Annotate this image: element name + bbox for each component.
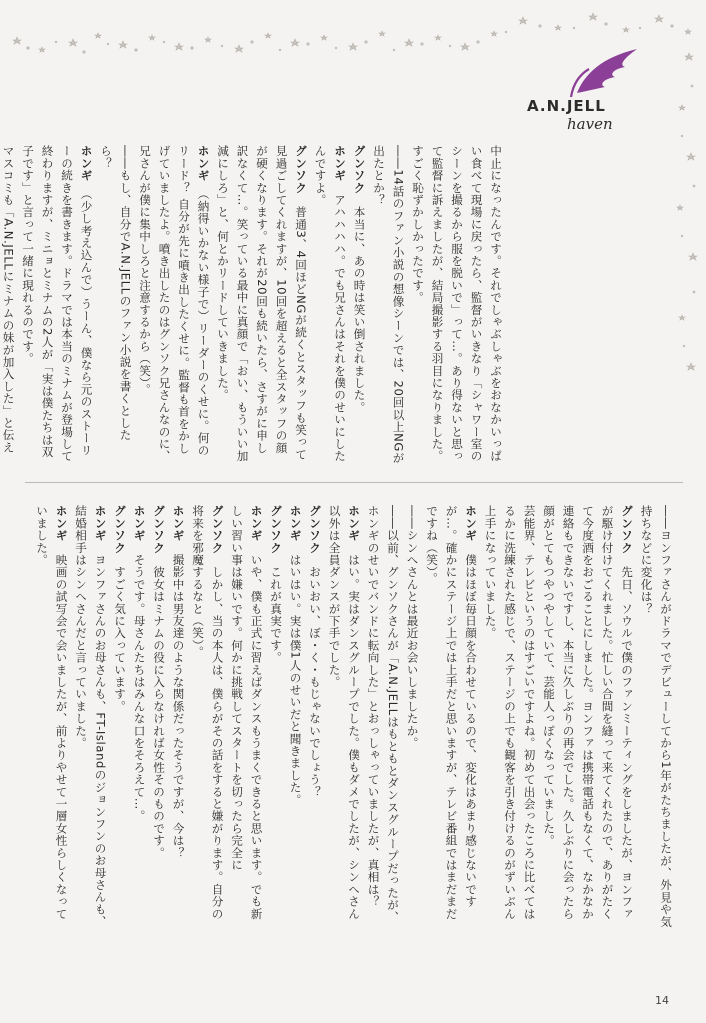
paragraph [324, 505, 363, 930]
paragraph [110, 505, 130, 930]
logo [505, 45, 665, 135]
paragraph [71, 505, 110, 930]
paragraph [32, 505, 71, 930]
speaker-name: ホンギ [132, 505, 147, 554]
upper-article-column [1, 145, 505, 465]
paragraph-text: おいおい、ぼ・く・もじゃないでしょう？ [308, 566, 322, 798]
paragraph-text: 先日、ソウルで僕のファンミーティングをしましたが、ヨンファが駆け付けてくれました。忙しい合間を縫って来てくれたので、ありがたくて今度酒をおごることにしました。ヨンファは携帯電話もなくて、なかなか連絡もできないですし、本当に久しぶりの再会でした。久しぶりに会ったら顔がとてもつやつやしていて、芸能人っぽくなっていました。 [542, 505, 634, 920]
speaker-name: ホンギ [249, 505, 264, 554]
paragraph [539, 505, 637, 930]
paragraph-text: 普通3、4回ほどNGが続くとスタッフも笑って見過ごしてくれますが、10回を超えると全スタッフの顔が硬くなります。それが20回も続いたら、さすがに申し訳なくて…。笑っている最中に真顔で「おい、もういい加減にしろ」と、何とかリードしていきました。 [216, 145, 308, 463]
star-border-right-decoration [666, 0, 706, 400]
paragraph [266, 505, 286, 930]
logo-title: A.N.JELL [527, 97, 606, 115]
paragraph-text: マスコミも「A.N.JELLにミナムの妹が加入した」と伝え [1, 145, 16, 454]
paragraph-text: 彼女はミナムの役に入らなければ女性そのものです。 [152, 566, 166, 859]
paragraph-text: 中止になったんです。それでしゃぶしゃぶをおなかいっぱい食べて現場に戻ったら、監督がいきなり「シャワー室のシーンを撮るから服を脱いで」って…。あり得ないと思って監督に訴えましたが、結局撮影する羽目になりました。すごく恥ずかしかったです。 [411, 145, 503, 463]
paragraph-text: いや、僕も正式に習えばダンスもうまくできると思います。でも新しい習い事は嫌いです。何かに挑戦してスタートを切ったら完全に [230, 505, 264, 920]
paragraph-text: 映画の試写会で会いましたが、前よりやせて一層女性らしくなっていました。 [35, 505, 69, 920]
paragraph [135, 145, 213, 465]
paragraph [636, 505, 675, 930]
speaker-name: グンソク [113, 505, 127, 566]
paragraph-text: ――ヨンファさんがドラマでデビューしてから1年がたちましたが、外見や気持ちなどに変化は？ [639, 505, 673, 928]
paragraph [422, 505, 481, 930]
speaker-name: ホンギ [171, 505, 186, 554]
lower-article-column [33, 505, 675, 930]
paragraph-text: これが真実です。 [269, 566, 283, 664]
paragraph [0, 145, 18, 465]
paragraph-text: 芸能界、テレビというのはすごいですよね。初めて出会ったころに比べてはるかに洗練された感じで、ステージの上でも観客を引き付けるのがずいぶん上手になっていました。 [483, 505, 537, 920]
speaker-name: グンソク [294, 145, 308, 206]
paragraph [408, 145, 506, 465]
speaker-name: グンソク [210, 505, 225, 566]
divider-rule [25, 482, 683, 483]
paragraph [285, 505, 305, 930]
speaker-name: ホンギ [93, 505, 108, 554]
paragraph-text: ヨンファさんのお母さんも、FT-Islandのジョンフンのお母さんも、結婚相手はシンへさんだと言っていました。 [74, 505, 108, 928]
paragraph [96, 145, 135, 465]
paragraph-text: すごく気に入っています。 [113, 566, 127, 713]
speaker-name: グンソク [620, 505, 634, 566]
paragraph-text: （少し考え込んで）うーん、僕なら元のストーリーの続きを書きます。ドラマでは本当のミナムが登場して終わりますが、ミニョとミナムの2人が「実は僕たちは双子です」と言って一緒に現れるのです。 [21, 145, 94, 463]
paragraph [168, 505, 188, 930]
paragraph [305, 505, 325, 930]
paragraph-text: アハハハハ。でも兄さんはそれを僕のせいにしたんですよ。 [313, 145, 347, 463]
paragraph [227, 505, 266, 930]
speaker-name: ホンギ [288, 505, 303, 554]
speaker-name: ホンギ [79, 145, 94, 194]
paragraph [213, 145, 311, 465]
paragraph [129, 505, 149, 930]
paragraph [349, 145, 369, 465]
paragraph-text: 撮影中は男友達のような関係だったそうですが、今は？ [171, 553, 186, 859]
angel-wing-icon [565, 45, 645, 100]
speaker-name: ホンギ [333, 145, 347, 194]
speaker-name: グンソク [352, 145, 367, 206]
paragraph [363, 505, 402, 930]
paragraph [402, 505, 422, 930]
speaker-name: グンソク [152, 505, 166, 566]
page-number: 14 [655, 994, 669, 1007]
speaker-name: ホンギ [464, 505, 478, 554]
paragraph-text: 僕はほぼ毎日顔を合わせているので、変化はあまり感じないですが…。確かにステージ上では上手だと思いますが、テレビ番組ではまだまだですね（笑）。 [425, 505, 478, 920]
paragraph-text: 本当に、あの時は笑い倒されました。 [352, 206, 367, 414]
paragraph [310, 145, 349, 465]
paragraph [480, 505, 539, 930]
paragraph-text: ――14話のファン小説の想像シーンでは、20回以上NGが出たとか？ [372, 145, 406, 465]
speaker-name: ホンギ [347, 505, 361, 554]
paragraph-text: ――以前、グンソクさんが「A.N.JELLはもともとダンスグループだったが、ホンギのせいでバンドに転向した」とおっしゃっていましたが、真相は？ [366, 505, 400, 924]
speaker-name: ホンギ [196, 145, 211, 194]
logo-subtitle: haven [567, 115, 613, 133]
paragraph-text: はいはい。実は僕1人のせいだと聞きました。 [288, 553, 303, 806]
paragraph-text: （納得いかない様子で）リーダーのくせに。何のリード？ 自分が先に噴き出したくせに。監督も首をかしげていましたよ。噴き出したのはグンソク兄さんなのに、兄さんが僕に集中しろと注意するから（笑）。 [138, 145, 211, 463]
paragraph [188, 505, 227, 930]
speaker-name: グンソク [308, 505, 322, 566]
paragraph-text: はい。実はダンスグループでした。僕もダメでしたが、シンへさん以外は全員ダンスが下手でした。 [327, 505, 361, 920]
paragraph-text: しかし、当の本人は、僕らがその話をすると嫌がります。自分の将来を邪魔するなと（笑）。 [191, 505, 225, 920]
paragraph [149, 505, 169, 930]
speaker-name: ホンギ [54, 505, 69, 554]
paragraph [369, 145, 408, 465]
paragraph-text: そうです。母さんたちはみんな口をそろえて…。 [132, 553, 147, 823]
paragraph-text: ――シンへさんとは最近お会いしましたか。 [405, 505, 420, 749]
paragraph-text: ――もし、自分でA.N.JELLのファン小説を書くとしたら？ [99, 145, 133, 442]
speaker-name: グンソク [269, 505, 283, 566]
paragraph [18, 145, 96, 465]
